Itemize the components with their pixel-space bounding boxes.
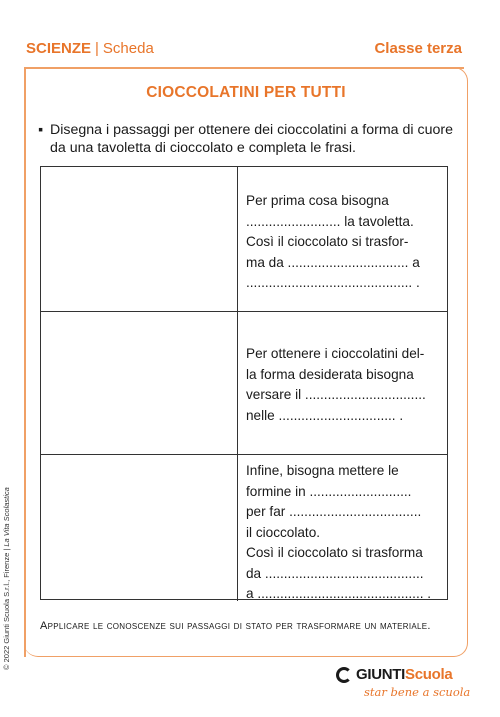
sentence-line: la forma desiderata bisogna bbox=[246, 366, 414, 382]
section-name: Scheda bbox=[102, 40, 154, 57]
exercise-row-1 bbox=[41, 167, 447, 311]
subject-separator: | bbox=[95, 40, 99, 57]
logo-wordmark bbox=[356, 666, 452, 683]
sentence-line: ma da ................................ a bbox=[246, 254, 420, 270]
subject-label bbox=[26, 40, 154, 57]
learning-objective: Applicare le conoscenze sui passaggi di stato per trasformare un materiale. bbox=[40, 620, 431, 632]
logo-tagline: star bene a scuola bbox=[364, 685, 471, 699]
publication-name: La Vita Scolastica bbox=[2, 487, 11, 547]
exercise-row-2 bbox=[41, 311, 447, 454]
page-header bbox=[26, 40, 462, 62]
sentence-line: formine in ........................... bbox=[246, 483, 412, 499]
sentence-cell-2 bbox=[246, 312, 446, 454]
drawing-area-2[interactable] bbox=[41, 312, 238, 454]
sentence-line: Per ottenere i cioccolatini del- bbox=[246, 346, 425, 361]
drawing-area-3[interactable] bbox=[41, 455, 238, 601]
sentence-cell-1 bbox=[246, 167, 446, 311]
worksheet-title: CIOCCOLATINI PER TUTTI bbox=[146, 84, 346, 101]
sentence-line: a ............................................ . bbox=[246, 586, 432, 601]
giunti-g-icon bbox=[336, 667, 352, 683]
sentence-line: da .......................................... bbox=[246, 565, 424, 581]
bullet-icon: ▪ bbox=[38, 122, 44, 138]
instruction bbox=[38, 121, 458, 157]
copyright-notice bbox=[2, 487, 14, 670]
sentence-line: il cioccolato. bbox=[246, 524, 321, 540]
copyright-text: © 2022 Giunti Scuola S.r.l., Firenze | bbox=[2, 546, 11, 670]
frame-top-edge bbox=[24, 67, 464, 69]
logo-brand-part2: Scuola bbox=[405, 666, 453, 683]
sentence-line: Per prima cosa bisogna bbox=[246, 193, 389, 208]
instruction-text: Disegna i passaggi per ottenere dei cioccolatini a forma di cuore da una tavoletta di cioccolato e completa le frasi. bbox=[50, 122, 453, 156]
logo-brand-part1: GIUNTI bbox=[356, 666, 406, 683]
sentence-line: versare il ................................ bbox=[246, 387, 426, 402]
exercise-row-3 bbox=[41, 454, 447, 601]
exercise-grid bbox=[40, 166, 448, 600]
sentence-line: per far ................................... bbox=[246, 504, 422, 519]
sentence-line: Così il cioccolato si trasfor- bbox=[246, 234, 409, 249]
sentence-line: Così il cioccolato si trasforma bbox=[246, 545, 423, 560]
sentence-line: ......................... la tavoletta. bbox=[246, 213, 414, 229]
publisher-logo bbox=[336, 666, 471, 702]
subject-name: SCIENZE bbox=[26, 40, 92, 57]
sentence-line: nelle ............................... . bbox=[246, 407, 404, 423]
frame-left-edge bbox=[24, 67, 26, 657]
drawing-area-1[interactable] bbox=[41, 167, 238, 311]
sentence-line: ............................................ . bbox=[246, 275, 420, 290]
sentence-line: Infine, bisogna mettere le bbox=[246, 463, 399, 478]
sentence-cell-3 bbox=[246, 455, 446, 601]
class-label: Classe terza bbox=[374, 40, 462, 57]
